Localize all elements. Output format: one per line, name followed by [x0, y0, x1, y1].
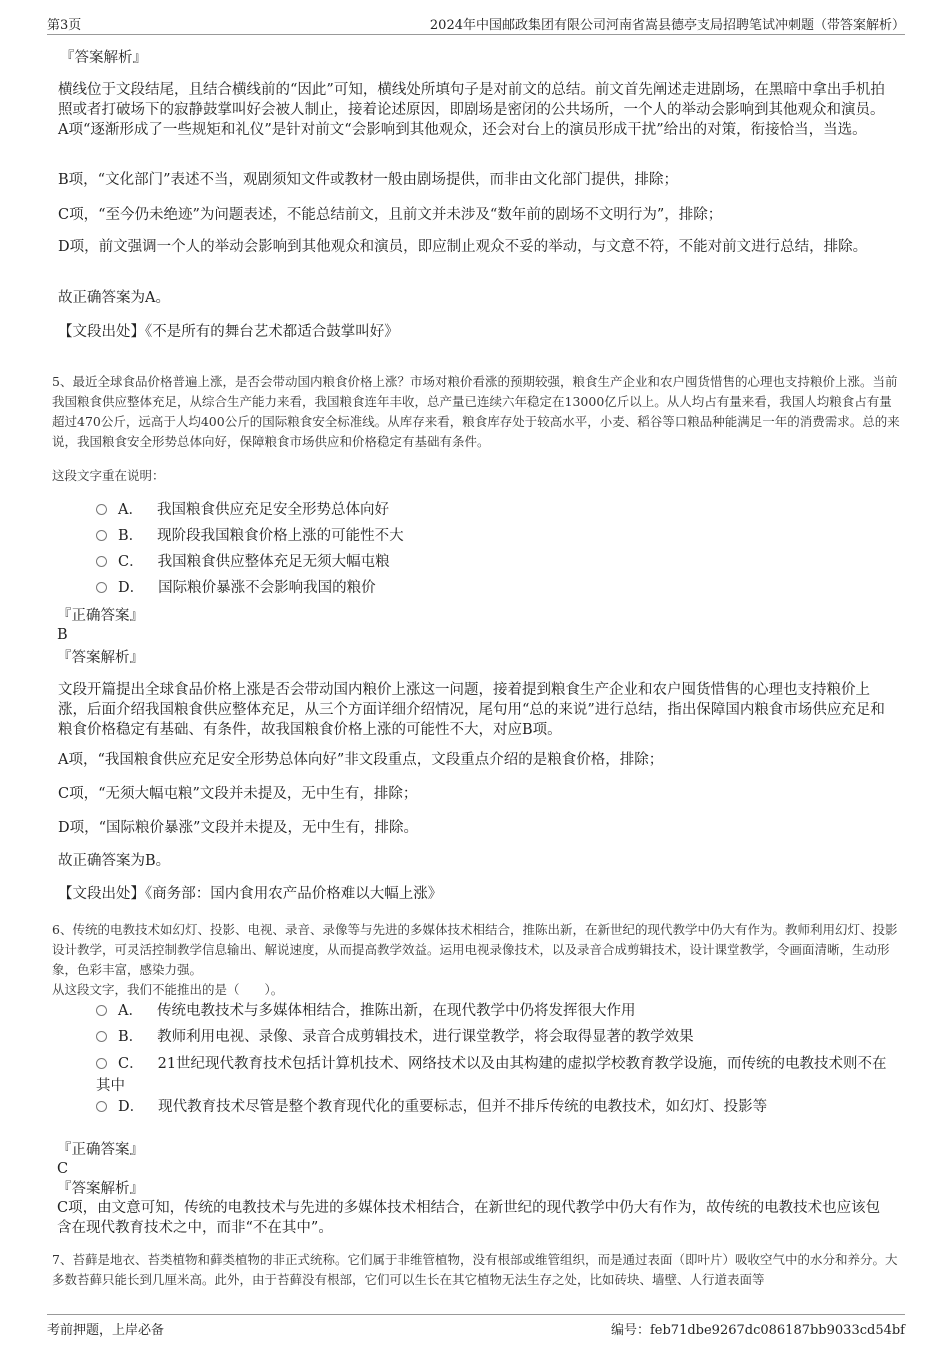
q6-analysis-paragraph: C项，由文意可知，传统的电教技术与先进的多媒体技术相结合，在新世纪的现代教学中仍大有作为，故传统的电教技术也应该包含在现代教育技术之中，而非“不在其中”。	[57, 1200, 881, 1236]
q5-answer-label: 『正确答案』	[57, 608, 144, 624]
q4-conclusion: 故正确答案为A。	[58, 290, 170, 306]
radio-icon[interactable]	[96, 556, 107, 567]
q7-stem: 7、苔藓是地衣、苔类植物和藓类植物的非正式统称。它们属于非维管植物，没有根部或维管组织，而是通过表面（即叶片）吸收空气中的水分和养分。大多数苔藓只能长到几厘米高。此外，由于苔藓没有根部，它们可以生长在其它植物无法生存之处，比如砖块、墙壁、人行道表面等	[52, 1252, 898, 1287]
page-header	[47, 14, 905, 35]
q6-option-c[interactable]: C． 21世纪现代教育技术包括计算机技术、网络技术以及由其构建的虚拟学校教育教学设施，而传统的电教技术则不在其中	[96, 1056, 887, 1094]
q4-analysis-d: D项，前文强调一个人的举动会影响到其他观众和演员，即应制止观众不妥的举动，与文意不符，不能对前文进行总结，排除。	[58, 239, 868, 255]
q5-conclusion: 故正确答案为B。	[58, 853, 171, 869]
q6-answer-label: 『正确答案』	[57, 1142, 144, 1158]
q6-prompt: 从这段文字，我们不能推出的是（ ）。	[52, 982, 284, 997]
q5-prompt: 这段文字重在说明：	[52, 468, 165, 483]
q6-option-d[interactable]: D． 现代教育技术尽管是整个教育现代化的重要标志，但并不排斥传统的电教技术，如幻灯、投影等	[96, 1096, 896, 1118]
q6-answer: C	[57, 1161, 69, 1177]
q5-option-c[interactable]: C． 我国粮食供应整体充足无须大幅屯粮	[96, 551, 896, 573]
radio-icon[interactable]	[96, 530, 107, 541]
document-title: 2024年中国邮政集团有限公司河南省嵩县德亭支局招聘笔试冲刺题（带答案解析）	[429, 18, 905, 33]
radio-icon[interactable]	[96, 1005, 107, 1016]
q5-option-d[interactable]: D． 国际粮价暴涨不会影响我国的粮价	[96, 577, 896, 599]
q6-option-a[interactable]: A． 传统电教技术与多媒体相结合，推陈出新，在现代教学中仍将发挥很大作用	[96, 1000, 896, 1022]
q6-analysis-label: 『答案解析』	[57, 1181, 144, 1197]
q4-analysis-b: B项，“文化部门”表述不当，观剧须知文件或教材一般由剧场提供，而非由文化部门提供，排除；	[58, 172, 678, 188]
q4-source: 【文段出处】《不是所有的舞台艺术都适合鼓掌叫好》	[58, 324, 399, 340]
page-footer	[47, 1314, 905, 1338]
q4-analysis-c: C项，“至今仍未绝迹”为问题表述，不能总结前文，且前文并未涉及“数年前的剧场不文明行为”，排除；	[58, 207, 723, 223]
q5-option-b[interactable]: B． 现阶段我国粮食价格上涨的可能性不大	[96, 525, 896, 547]
q5-analysis-label: 『答案解析』	[57, 650, 144, 666]
radio-icon[interactable]	[96, 504, 107, 515]
q5-source: 【文段出处】《商务部：国内食用农产品价格难以大幅上涨》	[58, 886, 443, 902]
q6-stem: 6、传统的电教技术如幻灯、投影、电视、录音、录像等与先进的多媒体技术相结合，推陈出新，在新世纪的现代教学中仍大有作为。教师利用幻灯、投影设计教学，可灵活控制教学信息输出、解说速度，从而提高教学效益。运用电视录像技术，以及录音合成剪辑技术，设计课堂教学，令画面清晰，生动形象，色彩丰富，感染力强。	[52, 922, 898, 977]
page-number: 第3页	[47, 18, 82, 33]
q5-answer: B	[57, 627, 68, 643]
document-id: 编号：feb71dbe9267dc086187bb9033cd54bf	[610, 1323, 905, 1338]
q4-analysis-paragraph: 横线位于文段结尾，且结合横线前的“因此”可知，横线处所填句子是对前文的总结。前文首先阐述走进剧场，在黑暗中拿出手机拍照或者打破场下的寂静鼓掌叫好会被人制止，接着论述原因，即剧场是密闭的公共场所，一个人的举动会影响到其他观众和演员。A项“逐渐形成了一些规矩和礼仪”是针对前文“会影响到其他观众，还会对台上的演员形成干扰”给出的对策，衔接恰当，当选。	[58, 82, 885, 138]
radio-icon[interactable]	[96, 582, 107, 593]
radio-icon[interactable]	[96, 1058, 107, 1069]
q6-option-b[interactable]: B． 教师利用电视、录像、录音合成剪辑技术，进行课堂教学，将会取得显著的教学效果	[96, 1026, 896, 1048]
q4-analysis-label: 『答案解析』	[60, 50, 147, 66]
radio-icon[interactable]	[96, 1031, 107, 1042]
q5-stem: 5、最近全球食品价格普遍上涨，是否会带动国内粮食价格上涨？市场对粮价看涨的预期较强，粮食生产企业和农户囤货惜售的心理也支持粮价上涨。当前我国粮食供应整体充足，从综合生产能力来看，我国粮食连年丰收，总产量已连续六年稳定在13000亿斤以上。从人均占有量来看，我国人均粮食占有量超过470公斤，远高于人均400公斤的国际粮食安全标准线。从库存来看，粮食库存处于较高水平，小麦、稻谷等口粮品种能满足一年的消费需求。总的来说，我国粮食安全形势总体向好，保障粮食市场供应和价格稳定有基础有条件。	[52, 374, 900, 449]
footer-slogan: 考前押题，上岸必备	[47, 1323, 165, 1338]
q5-analysis-c: C项，“无须大幅屯粮”文段并未提及，无中生有，排除；	[58, 786, 418, 802]
q5-analysis-a: A项，“我国粮食供应充足安全形势总体向好”非文段重点，文段重点介绍的是粮食价格，排除；	[58, 752, 664, 768]
q5-analysis-paragraph: 文段开篇提出全球食品价格上涨是否会带动国内粮价上涨这一问题，接着提到粮食生产企业和农户囤货惜售的心理也支持粮价上涨，后面介绍我国粮食供应整体充足，从三个方面详细介绍情况，尾句用“总的来说”进行总结，指出保障国内粮食市场供应充足和粮食价格稳定有基础、有条件，故我国粮食价格上涨的可能性不大，对应B项。	[58, 682, 885, 738]
q5-analysis-d: D项，“国际粮价暴涨”文段并未提及，无中生有，排除。	[58, 820, 418, 836]
q5-option-a[interactable]: A． 我国粮食供应充足安全形势总体向好	[96, 499, 896, 521]
radio-icon[interactable]	[96, 1101, 107, 1112]
